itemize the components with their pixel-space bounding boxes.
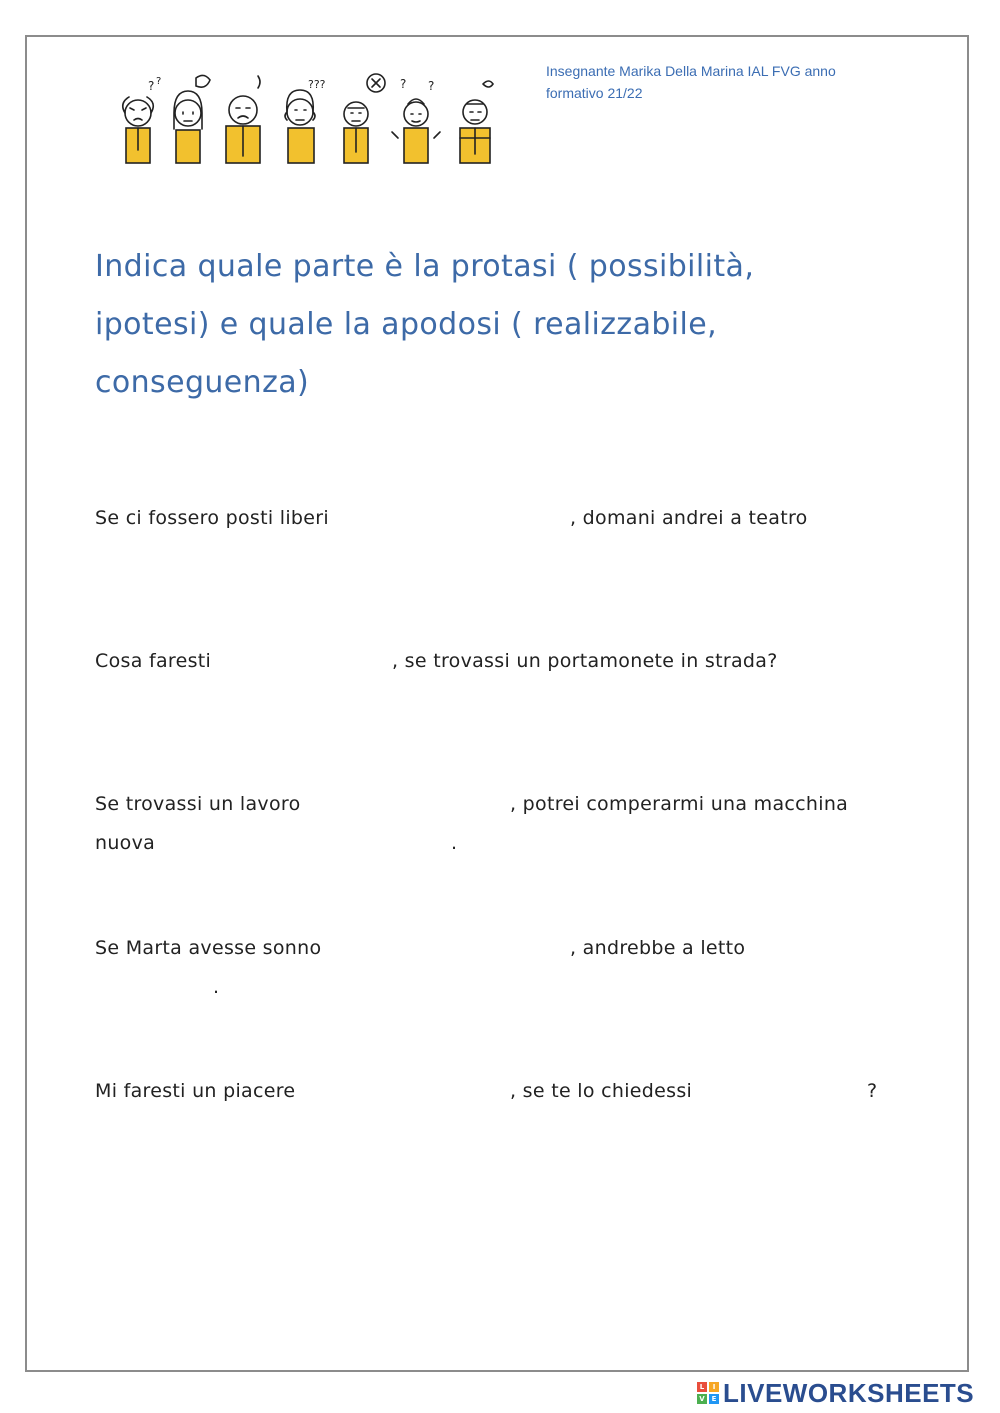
exercise-4-answer-field-1[interactable]	[358, 934, 563, 963]
person-1-icon	[123, 76, 162, 163]
svg-text:???: ???	[308, 78, 326, 91]
exercise-3-end: .	[451, 832, 458, 854]
logo-letter-v: V	[697, 1394, 707, 1404]
liveworksheets-logo-icon	[697, 1382, 719, 1404]
teacher-note-line1: Insegnante Marika Della Marina IAL FVG anno	[546, 63, 836, 79]
exercise-3-part3: nuova	[95, 832, 156, 854]
person-4-icon	[285, 78, 326, 163]
exercise-4-part1: Se Marta avesse sonno	[95, 937, 322, 959]
exercise-5-answer-field-1[interactable]	[335, 1077, 505, 1106]
exercise-instructions	[95, 238, 895, 412]
exercise-5-answer-field-2[interactable]	[720, 1077, 860, 1106]
exercise-5-part1: Mi faresti un piacere	[95, 1080, 296, 1102]
worksheet-border	[25, 35, 969, 1372]
exercise-1-answer-field-1[interactable]	[365, 504, 565, 533]
exercise-2-part1: Cosa faresti	[95, 650, 212, 672]
exercise-1-part2: , domani andrei a teatro	[570, 507, 808, 529]
instructions-line1: Indica quale parte è la protasi ( possibilità,	[95, 249, 755, 284]
instructions-line3: conseguenza)	[95, 365, 310, 400]
exercise-2-part2: , se trovassi un portamonete in strada?	[392, 650, 778, 672]
exercise-3-part2: , potrei comperarmi una macchina	[510, 793, 849, 815]
svg-text:?: ?	[428, 79, 435, 93]
instructions-line2: ipotesi) e quale la apodosi ( realizzabile,	[95, 307, 718, 342]
svg-text:?: ?	[148, 79, 155, 93]
confused-people-illustration	[108, 68, 508, 168]
person-5-icon	[344, 74, 385, 163]
liveworksheets-logo-text: LIVEWORKSHEETS	[723, 1377, 975, 1408]
svg-text:?: ?	[156, 76, 162, 87]
person-6-icon	[392, 77, 440, 163]
exercise-4-end: .	[213, 976, 220, 998]
liveworksheets-logo[interactable]	[697, 1378, 974, 1408]
teacher-note-line2: formativo 21/22	[546, 85, 643, 101]
logo-letter-l: L	[697, 1382, 707, 1392]
svg-text:?: ?	[400, 77, 407, 91]
logo-letter-i: I	[709, 1382, 719, 1392]
exercise-4-part2: , andrebbe a letto	[570, 937, 746, 959]
exercise-4-answer-field-2[interactable]	[95, 972, 210, 1001]
exercise-1-part1: Se ci fossero posti liberi	[95, 507, 329, 529]
exercise-2-answer-field-1[interactable]	[235, 647, 385, 676]
teacher-note	[546, 60, 886, 104]
person-7-icon	[460, 81, 493, 163]
exercise-5-part2: , se te lo chiedessi	[510, 1080, 693, 1102]
logo-letter-e: E	[709, 1394, 719, 1404]
exercise-3-part1: Se trovassi un lavoro	[95, 793, 301, 815]
exercise-3-answer-field-2[interactable]	[170, 829, 445, 858]
person-2-icon	[174, 75, 210, 163]
exercise-3-answer-field-1[interactable]	[335, 790, 505, 819]
person-3-icon	[226, 76, 260, 163]
exercise-5-end: ?	[867, 1080, 878, 1102]
